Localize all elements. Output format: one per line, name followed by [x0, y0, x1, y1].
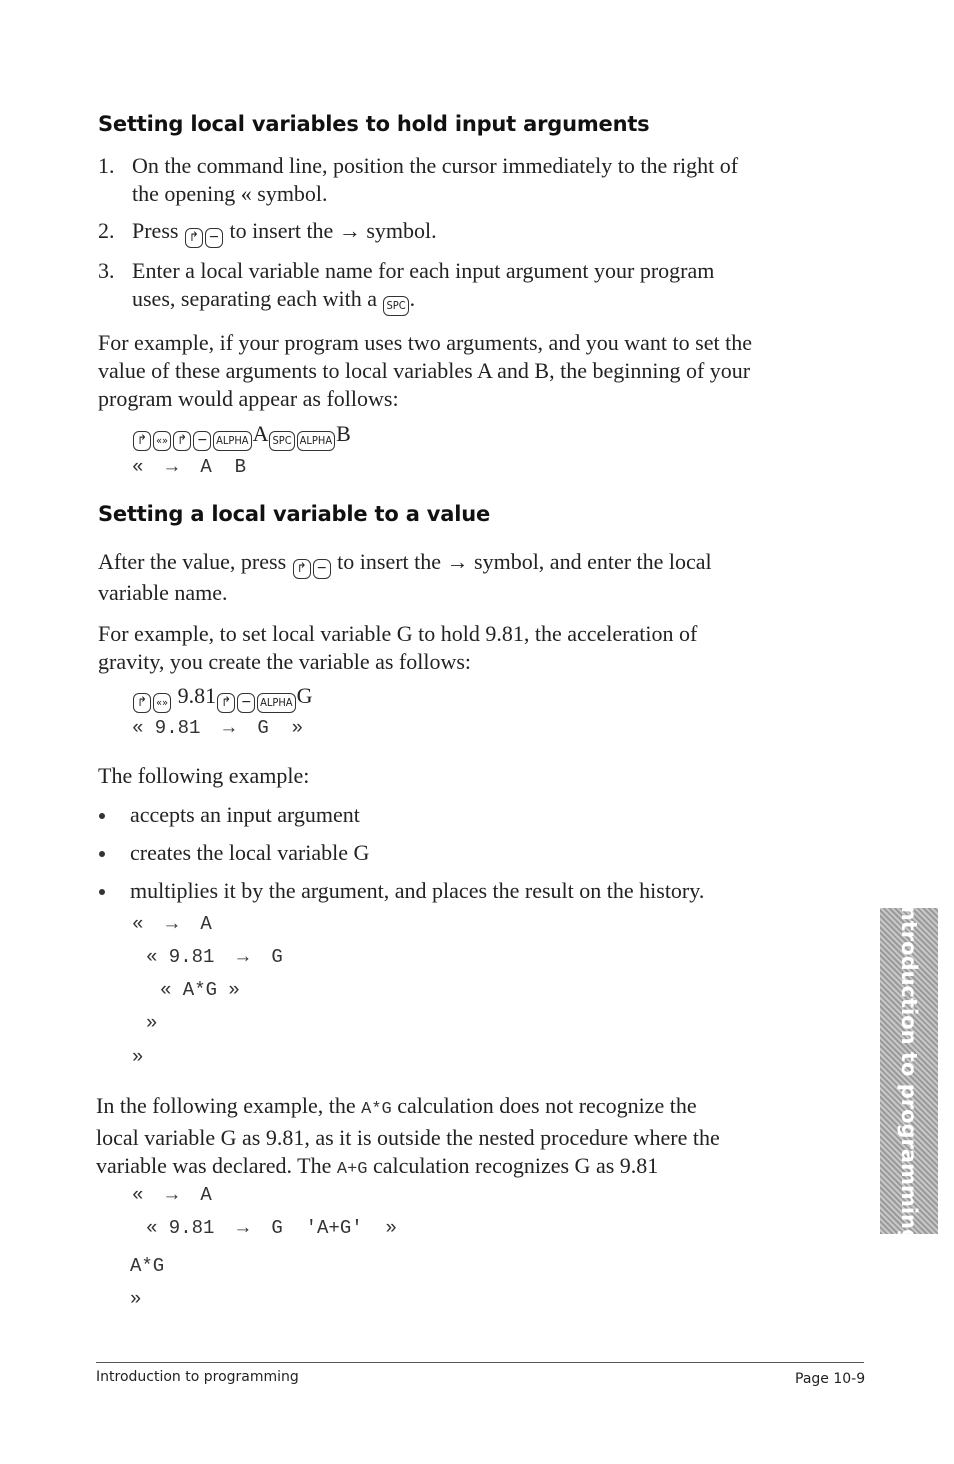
- key-value: 9.81: [177, 683, 217, 708]
- bullet-icon: [99, 889, 105, 895]
- shift-key-icon: [173, 431, 191, 451]
- key-letter: G: [296, 683, 313, 708]
- paragraph-line: gravity, you create the variable as follows:: [98, 649, 472, 674]
- section-heading: Setting a local variable to a value: [98, 502, 491, 526]
- inline-code: A+G: [336, 1160, 368, 1179]
- text-post: calculation does not recognize the: [397, 1093, 697, 1118]
- code-line: « → A B: [132, 456, 247, 478]
- shift-key-icon: [217, 693, 235, 713]
- list-item: creates the local variable G: [130, 840, 370, 865]
- text-post: calculation recognizes G as 9.81: [372, 1153, 659, 1178]
- alpha-key-icon: ALPHA: [297, 431, 335, 451]
- paragraph-line: For example, if your program uses two arguments, and you want to set the: [98, 330, 752, 355]
- shift-key-icon: [293, 559, 311, 579]
- step-number: 2.: [98, 218, 115, 243]
- step-line: Enter a local variable name for each input argument your program: [132, 258, 715, 283]
- paragraph: [96, 1092, 720, 1184]
- shift-key-icon: [185, 228, 203, 248]
- paragraph-line: program would appear as follows:: [98, 386, 399, 411]
- alpha-key-icon: ALPHA: [213, 431, 251, 451]
- step-number: 1.: [98, 153, 115, 178]
- shift-key-icon: [133, 693, 151, 713]
- code-line: « → A: [132, 913, 212, 935]
- code-line: « 9.81 → G: [146, 946, 283, 968]
- step-line: the opening « symbol.: [132, 181, 328, 206]
- paragraph: The following example:: [98, 763, 310, 788]
- footer-left: Introduction to programming: [96, 1369, 299, 1385]
- bullet-icon: [99, 851, 105, 857]
- arrow-key-icon: [313, 559, 331, 579]
- step-text: [132, 152, 738, 208]
- arrow-key-icon: [237, 693, 255, 713]
- step-line: [132, 285, 714, 316]
- text-pre: After the value, press: [98, 549, 287, 574]
- page-number: Page 10-9: [795, 1371, 866, 1387]
- bullet-icon: [99, 813, 105, 819]
- list-item: multiplies it by the argument, and places the result on the history.: [130, 878, 705, 903]
- step-number: 3.: [98, 258, 115, 283]
- step-line: On the command line, position the cursor immediately to the right of: [132, 153, 739, 178]
- program-key-icon: «»: [153, 431, 171, 451]
- step-text: [132, 217, 437, 248]
- code-line: »: [146, 1012, 158, 1034]
- footer-rule: [96, 1362, 864, 1363]
- code-line: « → A: [132, 1184, 212, 1206]
- code-line: « 9.81 → G 'A+G' »: [146, 1217, 397, 1239]
- alpha-key-icon: ALPHA: [257, 693, 295, 713]
- step-text-post: to insert the → symbol.: [229, 218, 437, 243]
- code-line: »: [132, 1046, 144, 1068]
- paragraph: [98, 548, 712, 607]
- arrow-key-icon: [193, 431, 211, 451]
- code-line: »: [130, 1288, 142, 1310]
- paragraph-line: For example, to set local variable G to hold 9.81, the acceleration of: [98, 621, 698, 646]
- step-text-pre: uses, separating each with a: [132, 286, 377, 311]
- paragraph-line: local variable G as 9.81, as it is outside the nested procedure where the: [96, 1125, 720, 1150]
- code-line: A*G: [130, 1255, 165, 1277]
- paragraph-line: variable name.: [98, 580, 228, 605]
- step-text: [132, 257, 714, 316]
- key-letter: B: [336, 421, 351, 446]
- paragraph-line: [96, 1092, 720, 1124]
- step-text-post: .: [409, 286, 416, 311]
- shift-key-icon: [133, 431, 151, 451]
- spc-key-icon: SPC: [269, 431, 294, 451]
- paragraph: [98, 620, 697, 676]
- key-letter: A: [252, 421, 269, 446]
- paragraph-line: [98, 548, 712, 579]
- arrow-key-icon: [205, 228, 223, 248]
- program-key-icon: «»: [153, 693, 171, 713]
- step-text-pre: Press: [132, 218, 179, 243]
- text-post: to insert the → symbol, and enter the local: [337, 549, 712, 574]
- paragraph-line: [96, 1152, 720, 1184]
- keystroke-line: [132, 682, 312, 713]
- text-pre: variable was declared. The: [96, 1153, 332, 1178]
- list-item: accepts an input argument: [130, 802, 360, 827]
- chapter-side-tab: [880, 897, 938, 1245]
- inline-code: A*G: [361, 1100, 392, 1119]
- paragraph-line: value of these arguments to local variables A and B, the beginning of your: [98, 358, 751, 383]
- code-line: « 9.81 → G »: [132, 717, 304, 739]
- side-tab-label: Introduction to programming: [897, 897, 921, 1245]
- keystroke-line: [132, 420, 351, 451]
- spc-key-icon: SPC: [383, 296, 408, 316]
- code-line: « A*G »: [160, 979, 240, 1001]
- section-heading: Setting local variables to hold input arguments: [98, 112, 650, 136]
- text-pre: In the following example, the: [96, 1093, 356, 1118]
- paragraph: [98, 329, 752, 413]
